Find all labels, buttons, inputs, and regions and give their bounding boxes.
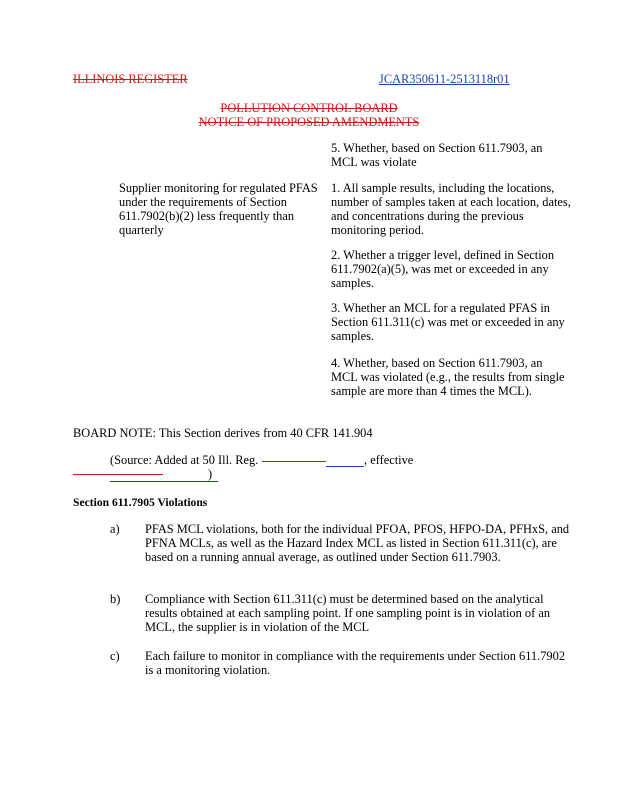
illinois-register-header: ILLINOIS REGISTER	[73, 72, 188, 86]
board-title: POLLUTION CONTROL BOARD	[220, 101, 398, 115]
board-note: BOARD NOTE: This Section derives from 40 CFR 141.904	[73, 426, 373, 440]
item-b-marker: b)	[110, 592, 121, 606]
blue-effective-line	[110, 481, 218, 482]
item-a-text: PFAS MCL violations, both for the individual PFOA, PFOS, HFPO-DA, PFHxS, and PFNA MCLs, as well as the Hazard Index MCL as listed in Section 611.311(c), are based on a running annual average, as outlined under Section 611.7903.	[145, 522, 570, 564]
table-item-1: 1. All sample results, including the locations, number of samples taken at each location, dates, and concentrations during the previous monitoring period.	[331, 181, 571, 237]
notice-title: NOTICE OF PROPOSED AMENDMENTS	[198, 115, 420, 129]
item-b-text: Compliance with Section 611.311(c) must be determined based on the analytical results obtained at each sampling point. If one sampling point is in violation of an MCL, the supplier is in violation of the MCL	[145, 592, 551, 634]
table-item-2: 2. Whether a trigger level, defined in Section 611.7902(a)(5), was met or exceeded in any samples.	[331, 248, 555, 290]
table-item-4: 4. Whether, based on Section 611.7903, an MCL was violated (e.g., the results from single sample are more than 4 times the MCL).	[331, 356, 565, 398]
source-suffix: , effective	[364, 453, 414, 467]
table-item-5: 5. Whether, based on Section 611.7903, an MCL was violate	[331, 141, 543, 169]
table-left-cell: Supplier monitoring for regulated PFAS under the requirements of Section 611.7902(b)(2) less frequently than quarterly	[119, 181, 318, 237]
item-c-text: Each failure to monitor in compliance with the requirements under Section 611.7902 is a monitoring violation.	[145, 649, 566, 677]
item-c-marker: c)	[110, 649, 120, 663]
source-prefix: (Source: Added at 50 Ill. Reg.	[110, 453, 259, 467]
table-item-3: 3. Whether an MCL for a regulated PFAS in Section 611.311(c) was met or exceeded in any samples.	[331, 301, 565, 343]
red-effective-line	[73, 474, 163, 475]
red-blank-line	[262, 461, 326, 462]
item-a-marker: a)	[110, 522, 120, 536]
blue-blank-line	[326, 466, 364, 467]
section-heading: Section 611.7905 Violations	[73, 496, 208, 509]
source-close: )	[208, 467, 213, 481]
jcar-reference[interactable]: JCAR350611-2513118r01	[379, 72, 510, 86]
